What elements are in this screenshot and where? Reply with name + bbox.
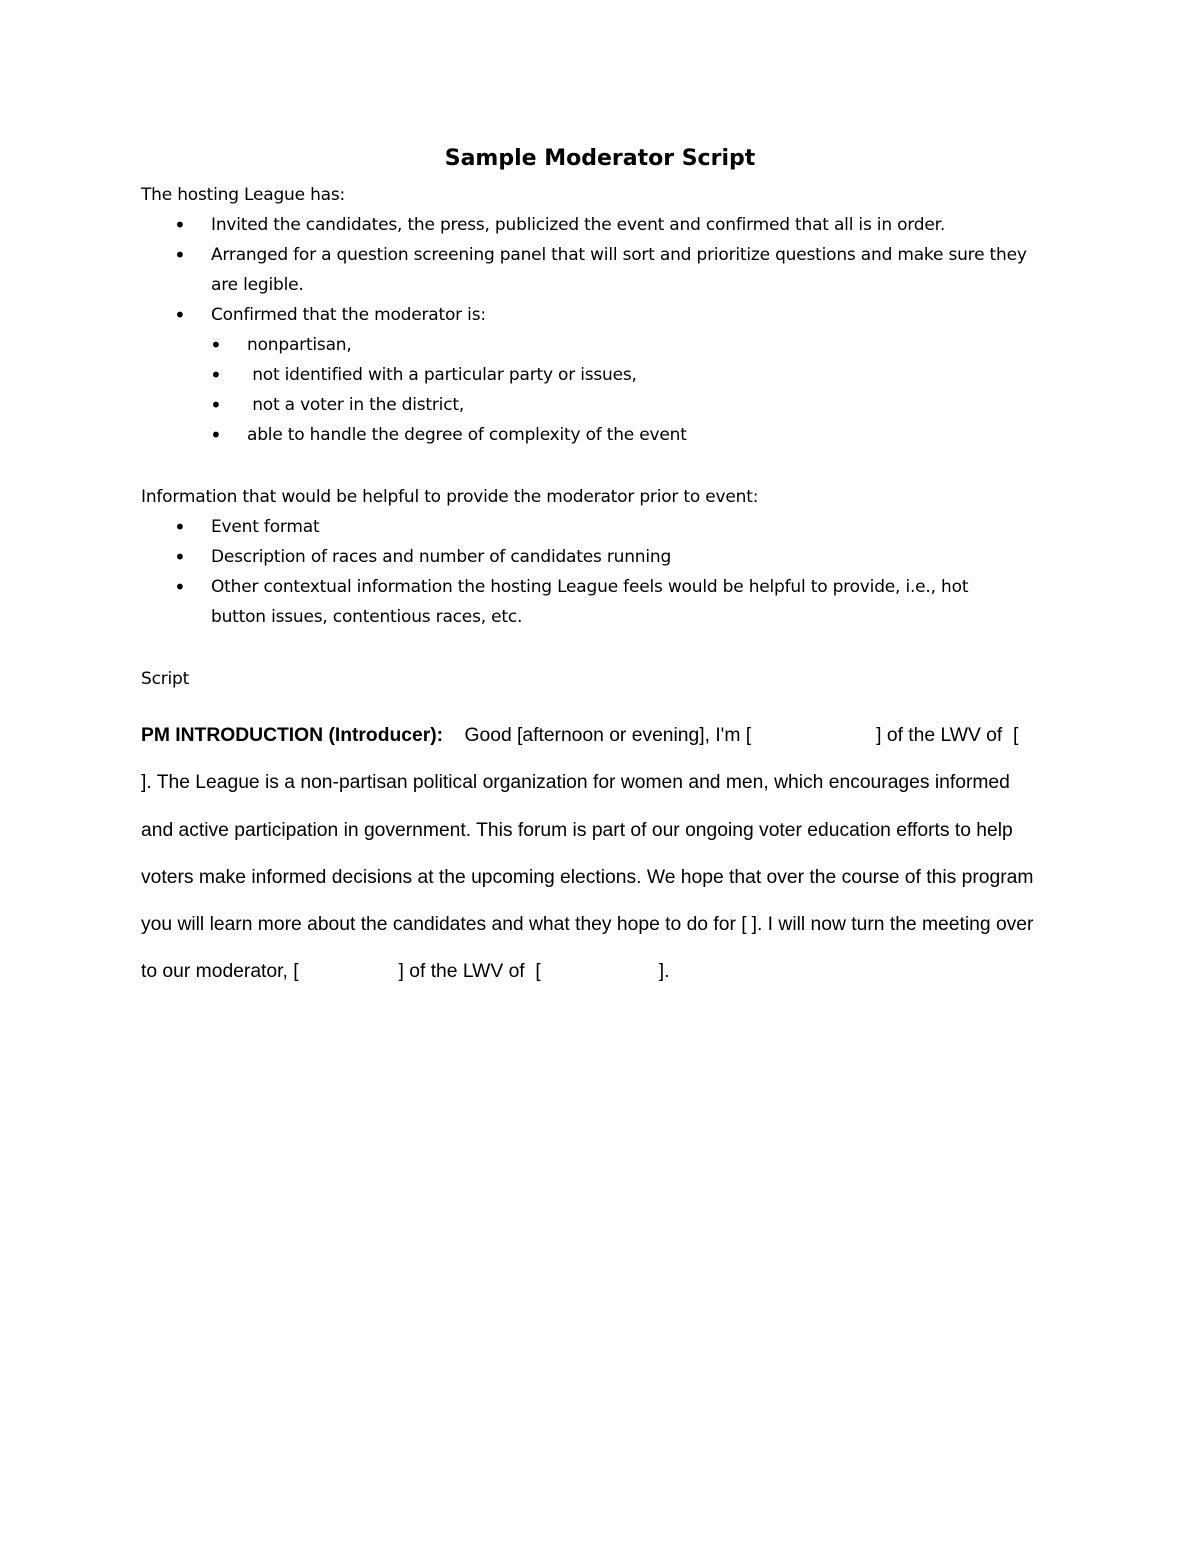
list-item: • Description of races and number of candidates running [141, 542, 1041, 572]
list-item: • not a voter in the district, [141, 390, 1041, 420]
hosting-list [141, 210, 1041, 450]
intro-text-1: Good [afternoon or evening], I'm [ [464, 725, 752, 746]
list-item: • Event format [141, 512, 1041, 542]
list-item: • able to handle the degree of complexity of the event [141, 420, 1041, 450]
script-heading: Script [141, 669, 190, 689]
list-item [141, 300, 1041, 450]
info-list [141, 512, 1041, 632]
list-item: • Arranged for a question screening panel that will sort and prioritize questions and make sure they are legible. [141, 240, 1041, 300]
intro-text-2: ] of the LWV of [ [876, 725, 1019, 746]
list-item: • Invited the candidates, the press, publicized the event and confirmed that all is in order. [141, 210, 1041, 240]
list-item: • not identified with a particular party or issues, [141, 360, 1041, 390]
intro-label: PM INTRODUCTION (Introducer): [141, 725, 444, 746]
hosting-heading: The hosting League has: [141, 185, 346, 205]
list-item: • Other contextual information the hosting League feels would be helpful to provide, i.e., hot button issues, contentious races, etc. [141, 572, 1041, 632]
intro-text-4: ]. I will now turn the meeting over to our moderator, [ [141, 914, 1034, 983]
script-section [141, 664, 1041, 694]
moderator-qualities-list [141, 330, 1041, 450]
info-section [141, 482, 1041, 632]
intro-text-6: ]. [658, 961, 670, 983]
intro-text-3: ]. The League is a non-partisan political organization for women and men, which encourages informed and active participation in government. This forum is part of our ongoing voter education efforts to help voters make informed decisions at the upcoming elections. We hope that over the course of this program you will learn more about the candidates and what they hope to do for [ [141, 772, 1034, 936]
list-item-label: Confirmed that the moderator is: [211, 305, 486, 325]
intro-text-5: ] of the LWV of [ [398, 961, 541, 983]
intro-paragraph [141, 712, 1041, 996]
list-item: • nonpartisan, [141, 330, 1041, 360]
hosting-section [141, 180, 1041, 450]
document-title: Sample Moderator Script [444, 146, 756, 171]
info-heading: Information that would be helpful to provide the moderator prior to event: [141, 487, 759, 507]
